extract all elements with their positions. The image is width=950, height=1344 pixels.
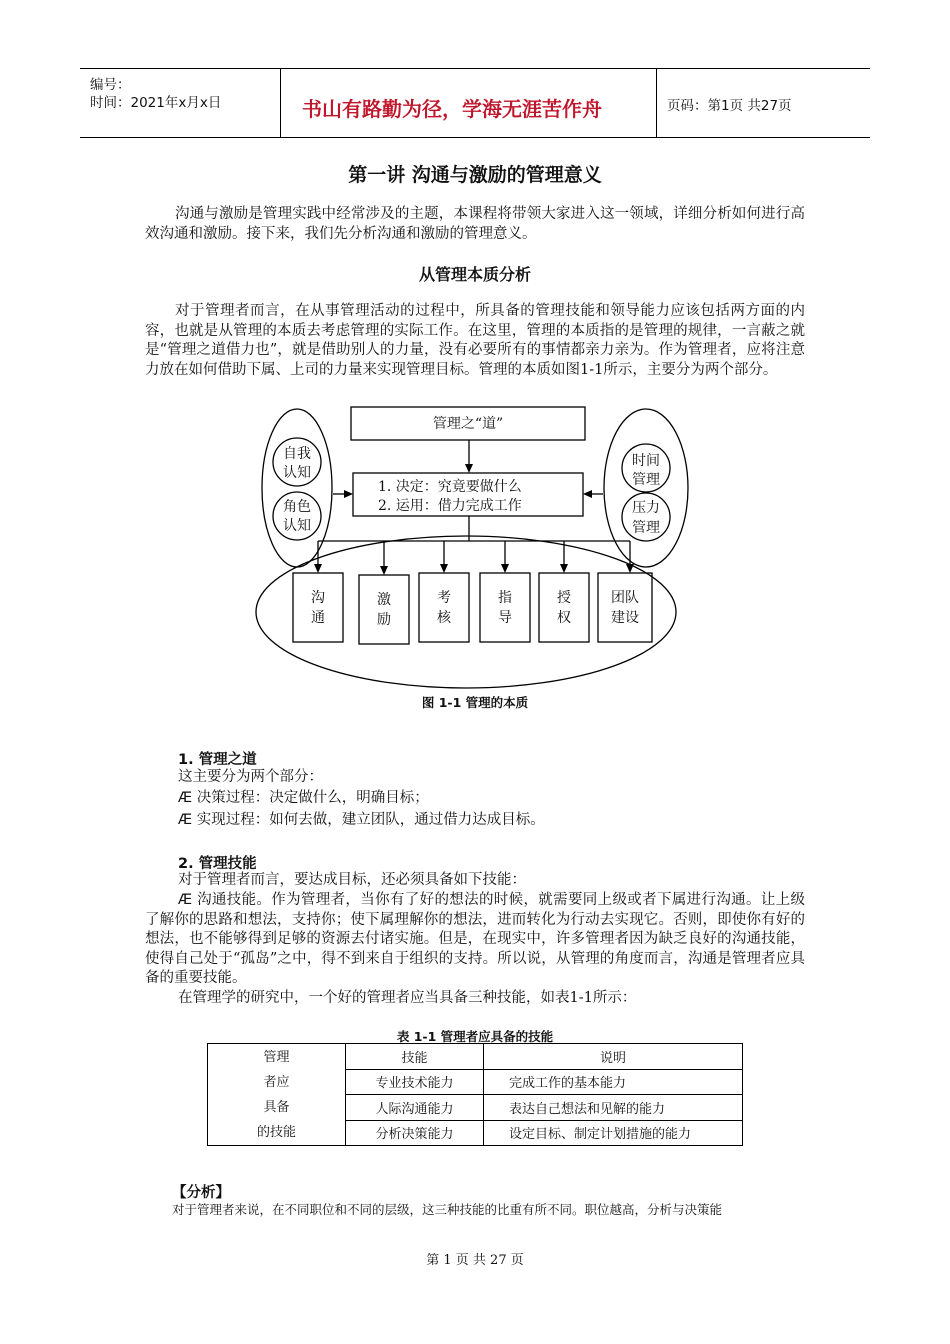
box-4-line-1: 指	[498, 590, 512, 606]
left-header-line: 者应	[263, 1075, 290, 1090]
analysis-heading: 【分析】	[172, 1185, 230, 1201]
sec1-item-2	[178, 811, 545, 831]
right-bottom-label-1: 压力	[632, 500, 660, 516]
box-delegation	[539, 573, 589, 642]
bullet-glyph: Æ	[178, 892, 193, 908]
essence-paragraph: 对于管理者而言，在从事管理活动的过程中，所具备的管理技能和领导能力应该包括两方面的内容，也就是从管理的本质去考虑管理的实际工作。在这里，管理的本质指的是管理的规律，一言蔽之就是“管理之道借力也”，就是借助别人的力量，没有必要所有的事情都亲力亲为。作为管理者，应将注意力放在如何借助下属、上司的力量来实现管理目标。管理的本质如图1-1所示，主要分为两个部分。	[145, 303, 805, 378]
sec2-bullet-paragraph	[145, 891, 805, 989]
header-time: 时间：2021年x月x日	[90, 95, 222, 111]
box-guidance	[480, 573, 530, 642]
col-header-desc: 说明	[484, 1044, 743, 1070]
sec2-intro: 对于管理者而言，要达成目标，还必须具备如下技能：	[178, 872, 526, 888]
cell-skill: 专业技术能力	[346, 1069, 484, 1095]
box-1-line-2: 通	[311, 610, 325, 626]
center-line-1: 1. 决定：究竟要做什么	[378, 479, 522, 495]
page-footer: 第 1 页 共 27 页	[426, 1253, 524, 1268]
sec1-item-1	[178, 789, 429, 809]
box-5-line-2: 权	[557, 610, 571, 626]
center-box	[353, 473, 583, 516]
header-left-cell	[80, 69, 281, 137]
left-bottom-label-1: 角色	[283, 499, 311, 515]
box-communication	[293, 573, 343, 642]
cell-desc: 完成工作的基本能力	[484, 1069, 743, 1095]
left-bottom-label-2: 认知	[283, 518, 311, 534]
sec2-heading: 2. 管理技能	[178, 856, 257, 872]
box-motivation	[359, 575, 409, 644]
sec2-table-intro: 在管理学的研究中，一个好的管理者应当具备三种技能，如表1-1所示：	[178, 990, 637, 1006]
table-row	[208, 1044, 743, 1070]
analysis-text: 对于管理者来说，在不同职位和不同的层级，这三种技能的比重有所不同。职位越高，分析与决策能	[172, 1202, 723, 1217]
box-6-line-2: 建设	[611, 610, 639, 626]
header-page: 页码：第1页 共27页	[667, 98, 792, 114]
col-header-skill: 技能	[346, 1044, 484, 1070]
sec2-bullet-text: 沟通技能。作为管理者，当你有了好的想法的时候，就需要同上级或者下属进行沟通。让上级了解你的思路和想法，支持你；使下属理解你的想法，进而转化为行动去实现它。否则，即使你有好的想法，也不能够得到足够的资源去付诸实施。但是，在现实中，许多管理者因为缺乏良好的沟通技能，使得自己处于“孤岛”之中，得不到来自于组织的支持。所以说，从管理的角度而言，沟通是管理者应具备的重要技能。	[145, 892, 806, 986]
box-5-line-1: 授	[557, 590, 571, 606]
box-3-line-1: 考	[437, 590, 451, 606]
left-top-label-1: 自我	[283, 446, 311, 462]
section-heading: 从管理本质分析	[418, 265, 531, 284]
box-3-line-2: 核	[437, 610, 451, 626]
skills-table	[207, 1043, 743, 1146]
bullet-glyph: Æ	[178, 790, 193, 806]
box-team-building	[598, 573, 652, 642]
top-box-label: 管理之“道”	[432, 416, 504, 432]
cell-desc: 表达自己想法和见解的能力	[484, 1095, 743, 1121]
center-line-2: 2. 运用：借力完成工作	[378, 498, 522, 514]
cell-desc: 设定目标、制定计划措施的能力	[484, 1120, 743, 1146]
sec1-item-1-text: 决策过程：决定做什么，明确目标；	[196, 790, 429, 806]
sec1-item-2-text: 实现过程：如何去做，建立团队，通过借力达成目标。	[196, 812, 545, 828]
sec1-heading: 1. 管理之道	[178, 752, 257, 768]
left-header-cell	[208, 1044, 346, 1146]
left-ellipse	[262, 409, 332, 567]
box-4-line-2: 导	[498, 610, 512, 626]
page-header	[80, 68, 870, 138]
box-2-line-2: 励	[377, 612, 391, 628]
header-number: 编号：	[90, 77, 131, 93]
cell-skill: 人际沟通能力	[346, 1095, 484, 1121]
box-1-line-1: 沟	[311, 590, 325, 606]
right-top-label-1: 时间	[632, 453, 660, 469]
header-right-cell	[656, 69, 871, 137]
sec1-intro: 这主要分为两个部分：	[178, 769, 323, 785]
right-ellipse	[604, 409, 688, 567]
left-header-line: 管理	[263, 1050, 290, 1065]
top-box	[351, 407, 585, 440]
left-top-label-2: 认知	[283, 465, 311, 481]
header-motto: 书山有路勤为径，学海无涯苦作舟	[302, 97, 602, 121]
right-bottom-circle	[622, 493, 670, 541]
bottom-ellipse	[256, 536, 676, 688]
right-bottom-label-2: 管理	[632, 520, 660, 536]
box-2-line-1: 激	[377, 592, 391, 608]
table-caption: 表 1-1 管理者应具备的技能	[396, 1029, 554, 1044]
intro-paragraph: 沟通与激励是管理实践中经常涉及的主题，本课程将带领大家进入这一领域，详细分析如何进行高效沟通和激励。接下来，我们先分析沟通和激励的管理意义。	[145, 206, 805, 242]
left-bottom-circle	[273, 492, 321, 540]
page-title: 第一讲 沟通与激励的管理意义	[348, 164, 602, 186]
right-top-circle	[622, 444, 670, 492]
box-assessment	[419, 573, 469, 642]
left-top-circle	[273, 438, 321, 486]
right-top-label-2: 管理	[632, 472, 660, 488]
figure-caption: 图 1-1 管理的本质	[421, 695, 529, 710]
box-6-line-1: 团队	[611, 590, 639, 606]
bullet-glyph: Æ	[178, 812, 193, 828]
left-header-line: 的技能	[256, 1125, 296, 1140]
left-header-line: 具备	[263, 1100, 290, 1115]
cell-skill: 分析决策能力	[346, 1120, 484, 1146]
